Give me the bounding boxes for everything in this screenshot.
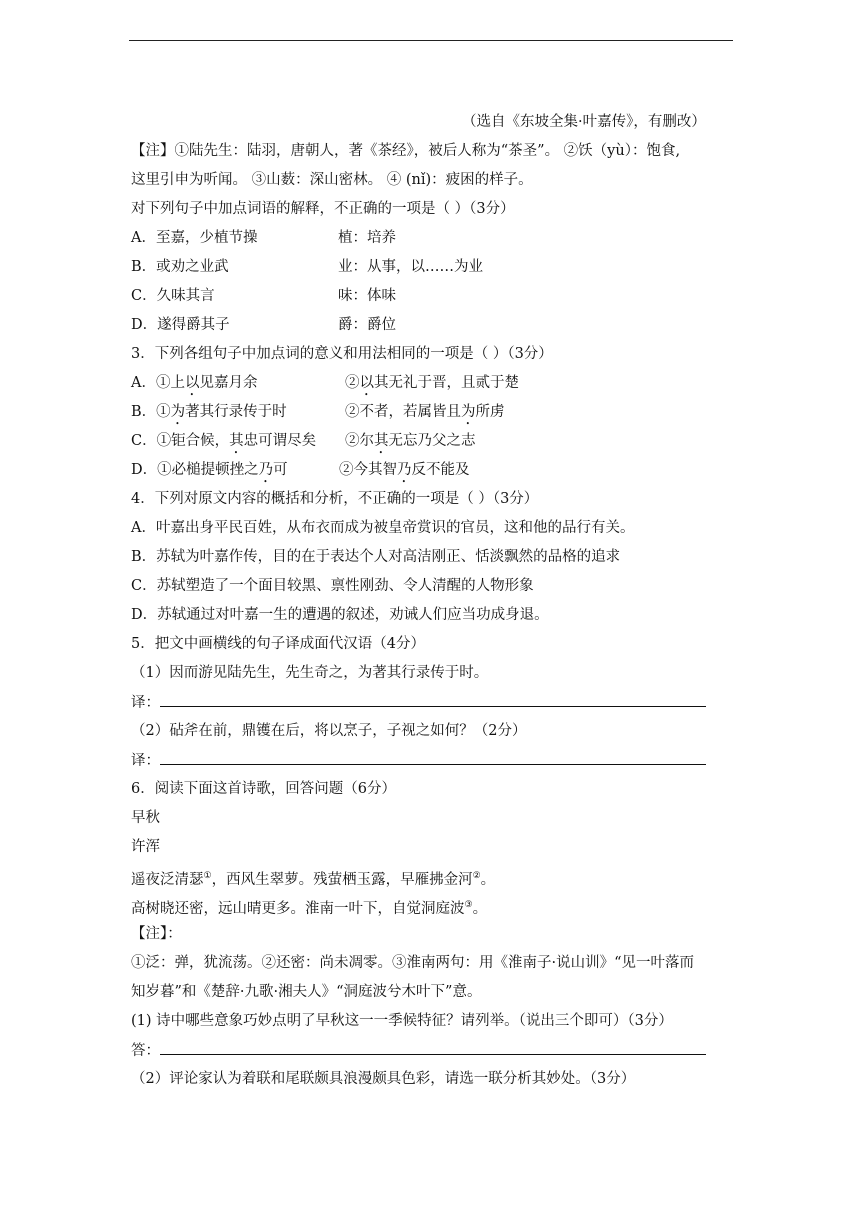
answer-blank[interactable] [160, 1040, 706, 1055]
q5-answer-2: 译： [131, 750, 706, 771]
answer-blank[interactable] [160, 750, 706, 765]
q2-option-b: B．或劝之业武 业：从事，以……为业 [131, 259, 483, 275]
q2-option-d: D．遂得爵其子 爵：爵位 [131, 317, 396, 333]
q2-option-c: C．久味其言 味：体味 [131, 288, 396, 304]
answer-blank[interactable] [160, 692, 706, 707]
q4-option-b: B．苏轼为叶嘉作传，目的在于表达个人对高洁刚正、恬淡飘然的品格的追求 [131, 549, 621, 565]
q5-stem: 5．把文中画横线的句子译成面代汉语（4分） [131, 636, 425, 652]
header-rule [129, 40, 733, 41]
poem-note-2: 知岁暮”和《楚辞·九歌·湘夫人》“洞庭波兮木叶下”意。 [131, 984, 482, 1000]
q3-option-a: A．①上以见嘉月余 ②以其无礼于晋，且贰于楚 [131, 375, 519, 391]
q4-option-d: D．苏轼通过对叶嘉一生的遭遇的叙述，劝诫人们应当功成身退。 [131, 607, 549, 623]
q4-option-c: C．苏轼塑造了一个面目较黑、禀性刚劲、令人清醒的人物形象 [131, 578, 534, 594]
q5-answer-1: 译： [131, 692, 706, 713]
note-line-1: 【注】①陆先生：陆羽，唐朝人，著《茶经》，被后人称为“茶圣”。 ②饫（yù）：饱食, [131, 143, 681, 159]
q2-option-a: A．至嘉，少植节操 植：培养 [131, 230, 396, 246]
q6-stem: 6．阅读下面这首诗歌，回答问题（6分） [131, 781, 396, 797]
q3-option-d: D．①必槌提顿挫之乃可 ②今其智乃反不能及 [131, 462, 470, 478]
q5-sentence-2: （2）砧斧在前，鼎镬在后，将以烹子，子视之如何？（2分） [131, 723, 527, 739]
q3-stem: 3．下列各组句子中加点词的意义和用法相同的一项是（ ）（3分） [131, 346, 553, 362]
q4-stem: 4．下列对原文内容的概括和分析，不正确的一项是（ ）（3分） [131, 491, 539, 507]
q6-subquestion-1: (1) 诗中哪些意象巧妙点明了早秋这一一季候特征？请列举。（说出三个即可）（3分） [131, 1013, 673, 1029]
poem-title: 早秋 [131, 810, 160, 826]
q6-subquestion-2: （2）评论家认为着联和尾联颇具浪漫颇具色彩，请选一联分析其妙处。（3分） [131, 1071, 636, 1087]
q5-sentence-1: （1）因而游见陆先生，先生奇之，为著其行录传于时。 [131, 665, 489, 681]
poem-author: 许浑 [131, 839, 160, 855]
poem-note-label: 【注】： [131, 926, 182, 942]
poem-note-1: ①泛：弹，犹流荡。②还密：尚未凋零。③淮南两句：用《淮南子·说山训》“见一叶落而 [131, 955, 695, 971]
poem-line-2: 高树晓还密，远山晴更多。淮南一叶下，自觉洞庭波③。 [131, 900, 488, 917]
q3-option-c: C．①钜合候，其忠可谓尽矣 ②尔其无忘乃父之志 [131, 433, 476, 449]
q4-option-a: A．叶嘉出身平民百姓，从布衣而成为被皇帝赏识的官员，这和他的品行有关。 [131, 520, 635, 536]
poem-line-1: 遥夜泛清瑟①，西风生翠萝。残萤栖玉露，早雁拂金河②。 [131, 871, 496, 888]
note-line-2: 这里引申为听闻。 ③山薮：深山密林。 ④ (nǐ)：疲困的样子。 [131, 172, 533, 188]
q2-stem: 对下列句子中加点词语的解释，不正确的一项是（ ）（3分） [131, 201, 515, 217]
q6-answer-1: 答： [131, 1040, 706, 1061]
q3-option-b: B．①为著其行录传于时 ②不者，若属皆且为所虏 [131, 404, 505, 420]
source-citation: （选自《东坡全集·叶嘉传》，有删改） [462, 114, 706, 130]
